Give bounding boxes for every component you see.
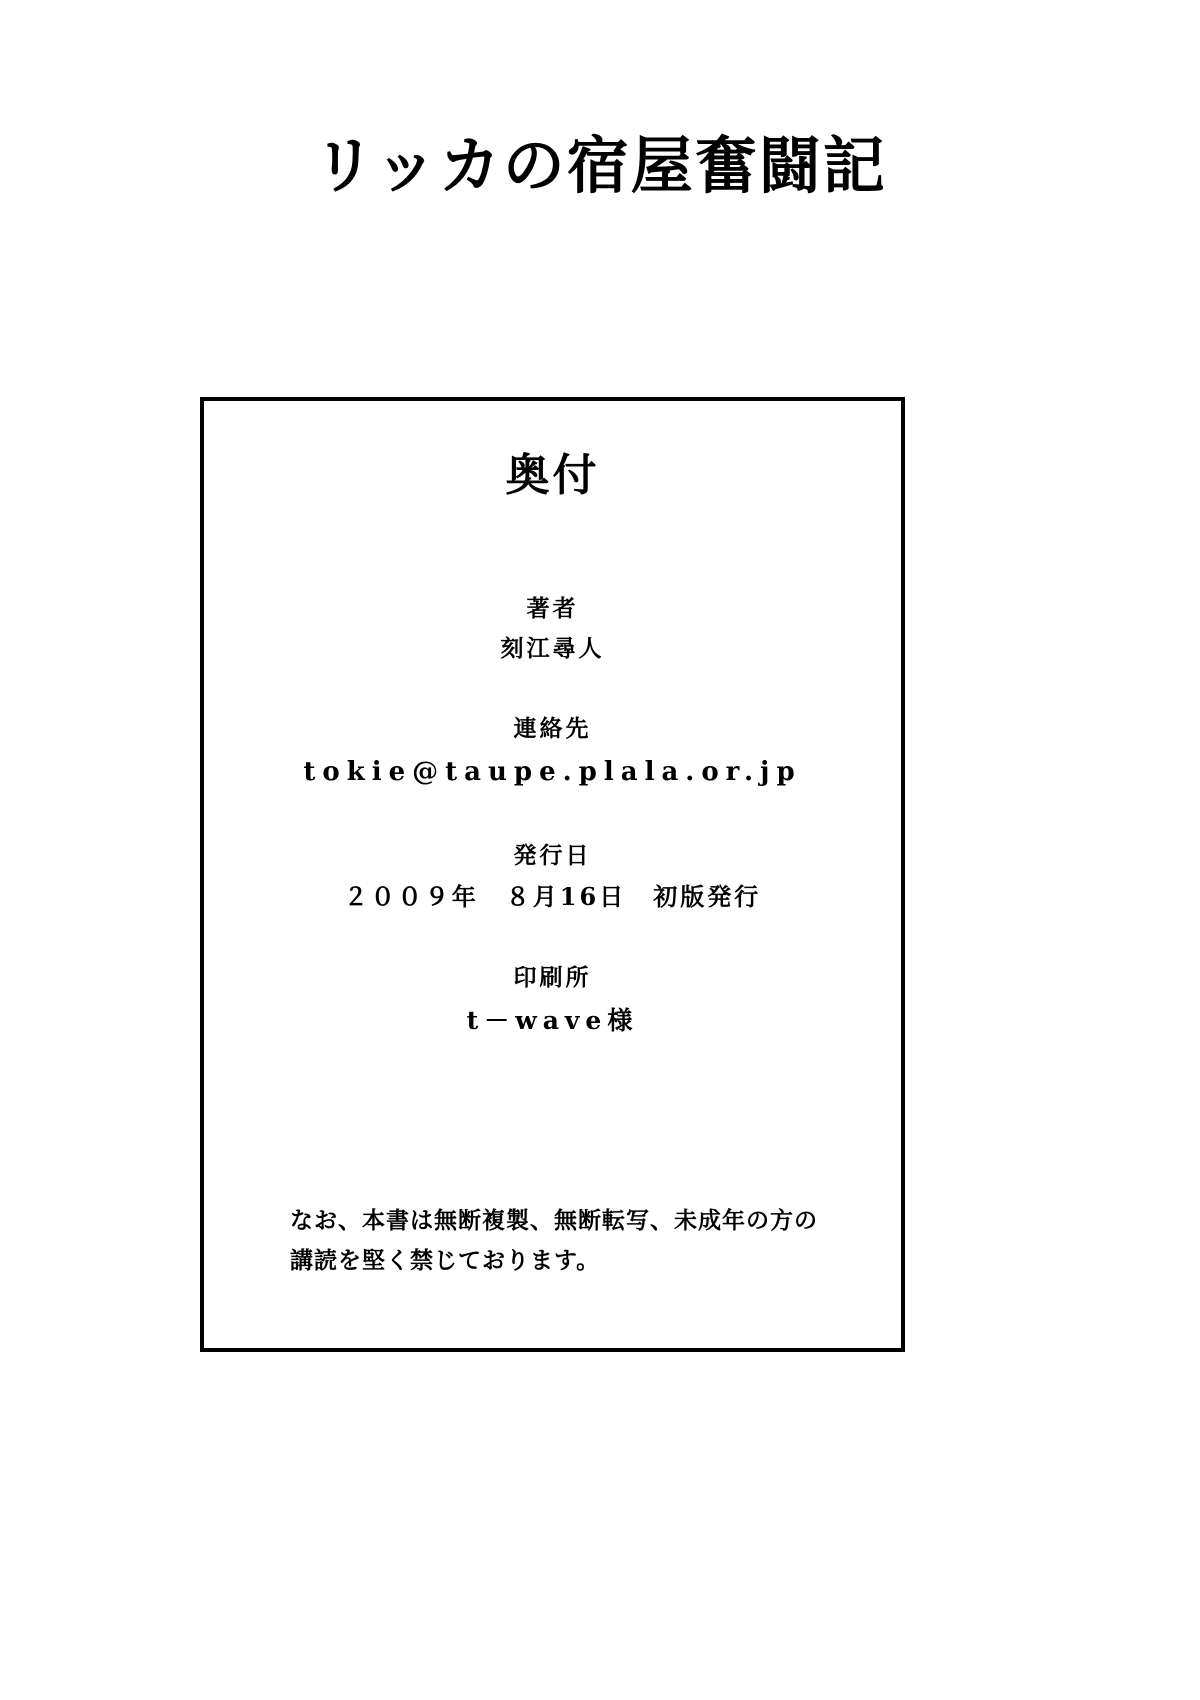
copyright-notice	[290, 1201, 841, 1282]
field-contact	[204, 711, 901, 797]
copyright-notice-line-2: 講読を堅く禁じております。	[290, 1248, 601, 1275]
field-label-publication-date: 発行日	[513, 842, 592, 869]
colophon-heading: 奥付	[505, 450, 600, 501]
field-label-printer: 印刷所	[513, 965, 592, 992]
copyright-notice-line-1: なお、本書は無断複製、無断転写、未成年の方の	[290, 1208, 818, 1234]
field-publication-date	[204, 838, 901, 920]
page-title: リッカの宿屋奮闘記	[313, 129, 887, 202]
field-label-contact: 連絡先	[513, 716, 592, 743]
field-label-author: 著者	[526, 596, 579, 622]
field-printer	[204, 960, 901, 1044]
field-value-printer: t－wave様	[466, 1005, 639, 1035]
field-value-contact-email: tokie@taupe.plala.or.jp	[303, 757, 802, 788]
field-value-author: 刻江尋人	[500, 635, 605, 662]
field-value-publication-date: ２００９年 ８月16日 初版発行	[343, 882, 762, 912]
colophon-box	[200, 397, 905, 1352]
field-author	[204, 591, 901, 671]
